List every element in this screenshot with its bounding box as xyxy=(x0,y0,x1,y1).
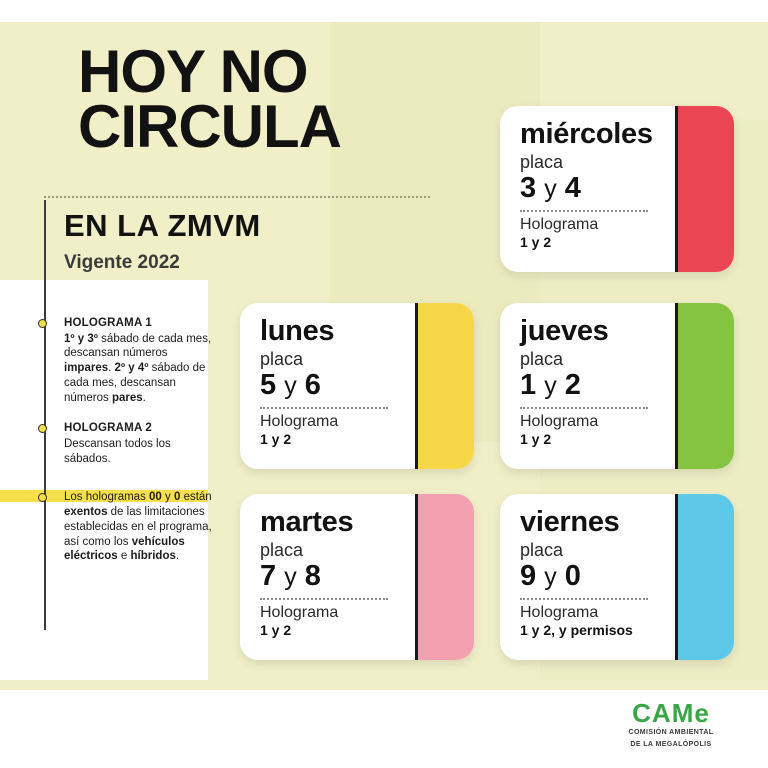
card-divider xyxy=(520,407,648,409)
day-card-martes[interactable] xyxy=(240,494,474,660)
note-holograma-1 xyxy=(38,316,213,405)
day-card-divider xyxy=(415,303,418,469)
holograma-label: Holograma xyxy=(520,604,599,622)
day-name: martes xyxy=(260,506,354,538)
validity-label: Vigente 2022 xyxy=(64,252,180,273)
holograma-label: Holograma xyxy=(260,604,339,622)
placa-number-b: 6 xyxy=(304,368,321,401)
note-body: 1º y 3º sábado de cada mes, descansan números impares. 2º y 4º sábado de cada mes, descansan números pares. xyxy=(64,332,212,404)
holograma-value: 1 y 2 xyxy=(520,430,552,447)
placa-number-b: 0 xyxy=(564,559,581,592)
placa-number-b: 2 xyxy=(564,368,581,401)
day-name: viernes xyxy=(520,506,620,538)
day-card-divider xyxy=(675,303,678,469)
note-title: HOLOGRAMA 1 xyxy=(64,317,153,329)
footer-logo-line1: COMISIÓN AMBIENTAL xyxy=(628,729,714,736)
day-card-divider xyxy=(675,106,678,272)
day-name: miércoles xyxy=(520,118,653,150)
background-top-strip xyxy=(0,0,768,22)
page-subtitle: EN LA ZMVM xyxy=(64,208,261,243)
bullet-icon xyxy=(38,319,47,328)
day-card-viernes[interactable] xyxy=(500,494,734,660)
bullet-icon xyxy=(38,424,47,433)
card-divider xyxy=(520,598,648,600)
holograma-value: 1 y 2 xyxy=(260,430,292,447)
day-color-bar xyxy=(678,303,734,469)
placa-conjunction: y xyxy=(544,371,557,400)
holograma-label: Holograma xyxy=(260,413,339,431)
day-color-bar xyxy=(418,494,474,660)
note-exentos xyxy=(38,490,213,564)
title-divider xyxy=(44,196,430,198)
placa-number-b: 4 xyxy=(564,171,581,204)
note-holograma-2 xyxy=(38,421,213,466)
placa-conjunction: y xyxy=(284,562,297,591)
card-divider xyxy=(260,598,388,600)
placa-number-b: 8 xyxy=(304,559,321,592)
note-title: HOLOGRAMA 2 xyxy=(64,422,153,435)
placa-label: placa xyxy=(260,540,304,560)
came-logo-icon: CAMe xyxy=(632,698,710,728)
placa-number-a: 3 xyxy=(520,171,537,204)
placa-label: placa xyxy=(520,349,564,369)
placa-label: placa xyxy=(520,152,564,172)
day-card-miercoles[interactable] xyxy=(500,106,734,272)
holograma-value: 1 y 2 xyxy=(260,621,292,638)
placa-number-a: 1 xyxy=(520,368,537,401)
placa-conjunction: y xyxy=(544,174,557,203)
placa-label: placa xyxy=(520,540,564,560)
day-card-lunes[interactable] xyxy=(240,303,474,469)
holograma-label: Holograma xyxy=(520,413,599,431)
page-title-line1: HOY NO xyxy=(78,38,308,105)
note-body: Descansan todos los sábados. xyxy=(64,438,171,465)
placa-number-a: 9 xyxy=(520,559,537,592)
day-name: lunes xyxy=(260,315,335,347)
placa-number-a: 5 xyxy=(260,368,277,401)
placa-number-a: 7 xyxy=(260,559,277,592)
placa-conjunction: y xyxy=(284,371,297,400)
holograma-label: Holograma xyxy=(520,216,599,234)
note-body: Los hologramas 00 y 0 están exentos de las limitaciones establecidas en el programa, así como los vehículos eléctricos e híbridos. xyxy=(64,491,212,563)
card-divider xyxy=(260,407,388,409)
footer-logo xyxy=(596,700,746,750)
page-title-line2: CIRCULA xyxy=(78,93,341,161)
day-color-bar xyxy=(678,106,734,272)
placa-label: placa xyxy=(260,349,304,369)
card-divider xyxy=(520,210,648,212)
day-card-jueves[interactable] xyxy=(500,303,734,469)
footer-logo-line2: DE LA MEGALÓPOLIS xyxy=(630,740,712,748)
holograma-value: 1 y 2, y permisos xyxy=(520,621,633,638)
placa-conjunction: y xyxy=(544,562,557,591)
day-name: jueves xyxy=(520,315,609,347)
day-card-divider xyxy=(675,494,678,660)
day-color-bar xyxy=(678,494,734,660)
holograma-value: 1 y 2 xyxy=(520,233,552,250)
day-color-bar xyxy=(418,303,474,469)
page-title xyxy=(78,38,498,161)
notes-list xyxy=(38,316,213,580)
bullet-icon xyxy=(38,493,47,502)
day-card-divider xyxy=(415,494,418,660)
